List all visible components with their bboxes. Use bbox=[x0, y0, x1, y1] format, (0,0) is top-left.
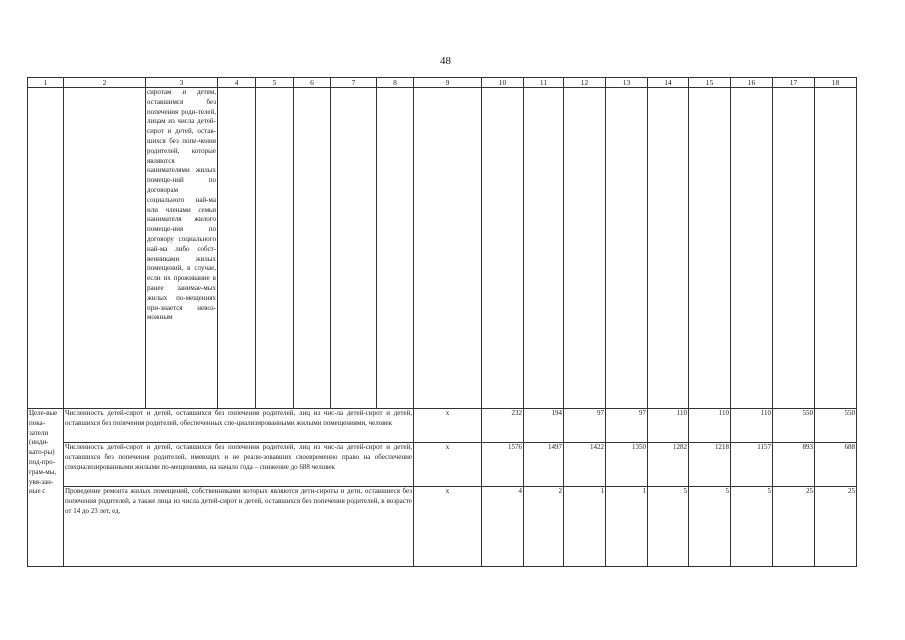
empty-cell bbox=[331, 88, 377, 409]
indicator-text: Проведение ремонта жилых помещений, собственниками которых являются дети-сироты и дети, оставшиеся без попечения родителей, а также лица из числа детей-сирот и детей, оставшихся без попечения родителей, в возрасте от 14 до 23 лет, ед. bbox=[64, 487, 414, 567]
empty-cell bbox=[482, 88, 524, 409]
indicator-value: 4 bbox=[482, 487, 524, 567]
column-header: 18 bbox=[815, 78, 857, 88]
column-number-row bbox=[28, 78, 857, 88]
column-header: 5 bbox=[256, 78, 294, 88]
empty-cell bbox=[689, 88, 731, 409]
column-header: 4 bbox=[218, 78, 256, 88]
indicator-value: 25 bbox=[773, 487, 815, 567]
empty-cell bbox=[414, 88, 482, 409]
indicator-value: 5 bbox=[731, 487, 773, 567]
empty-cell bbox=[218, 88, 256, 409]
indicator-row bbox=[28, 443, 857, 487]
empty-cell bbox=[606, 88, 648, 409]
indicator-col9: x bbox=[414, 443, 482, 487]
empty-cell bbox=[28, 88, 64, 409]
column-header: 9 bbox=[414, 78, 482, 88]
indicator-value: 1497 bbox=[524, 443, 564, 487]
indicator-value: 97 bbox=[564, 409, 606, 443]
column-header: 7 bbox=[331, 78, 377, 88]
empty-cell bbox=[773, 88, 815, 409]
indicator-value: 5 bbox=[648, 487, 689, 567]
indicator-value: 2 bbox=[524, 487, 564, 567]
indicator-value: 1 bbox=[564, 487, 606, 567]
indicator-value: 893 bbox=[773, 443, 815, 487]
column-header: 17 bbox=[773, 78, 815, 88]
indicator-value: 110 bbox=[648, 409, 689, 443]
indicator-value: 5 bbox=[689, 487, 731, 567]
column-header: 1 bbox=[28, 78, 64, 88]
indicator-value: 110 bbox=[689, 409, 731, 443]
indicator-value: 232 bbox=[482, 409, 524, 443]
indicator-value: 1157 bbox=[731, 443, 773, 487]
empty-cell bbox=[294, 88, 331, 409]
continuation-text: сиротам и детям, оставшимся без попечения роди-телей, лицам из числа детей-сирот и детей, остав-шихся без попе-чения родителей, которые являются нанимателями жилых помеще-ний по договорам социального най-ма или членами семьи нанимателя жилого помеще-ния по договору социального най-ма либо собст-венниками жилых помещений, в случае, если их проживание в ранее занимае-мых жилых по-мещениях при-знается невоз-можным bbox=[146, 88, 218, 409]
indicators-label: Целе-вые пока-затели (инди-като-ры) под-про-грам-мы, увя-зан-ные с bbox=[28, 409, 64, 567]
empty-cell bbox=[648, 88, 689, 409]
continuation-row bbox=[28, 88, 857, 409]
indicator-text: Численность детей-сирот и детей, оставшихся без попечения родителей, лиц из чис-ла детей-сирот и детей, оставшихся без попечения родителей, имеющих и не реали-зовавших своевременно право на обеспечение специализированными жилыми по-мещениями, на начало года – снижение до 688 человек bbox=[64, 443, 414, 487]
column-header: 2 bbox=[64, 78, 146, 88]
column-header: 11 bbox=[524, 78, 564, 88]
column-header: 8 bbox=[377, 78, 414, 88]
column-header: 3 bbox=[146, 78, 218, 88]
empty-cell bbox=[564, 88, 606, 409]
column-header: 12 bbox=[564, 78, 606, 88]
column-header: 15 bbox=[689, 78, 731, 88]
indicator-value: 194 bbox=[524, 409, 564, 443]
empty-cell bbox=[815, 88, 857, 409]
empty-cell bbox=[524, 88, 564, 409]
indicator-value: 1282 bbox=[648, 443, 689, 487]
indicator-row bbox=[28, 409, 857, 443]
empty-cell bbox=[64, 88, 146, 409]
empty-cell bbox=[256, 88, 294, 409]
indicator-value: 688 bbox=[815, 443, 857, 487]
indicator-col9: x bbox=[414, 487, 482, 567]
empty-cell bbox=[731, 88, 773, 409]
indicator-value: 1422 bbox=[564, 443, 606, 487]
indicator-value: 25 bbox=[815, 487, 857, 567]
indicator-row bbox=[28, 487, 857, 567]
column-header: 13 bbox=[606, 78, 648, 88]
indicator-value: 110 bbox=[731, 409, 773, 443]
indicator-text: Численность детей-сирот и детей, оставшихся без попечения родителей, лиц из чис-ла детей-сирот и детей, оставшихся без попечения родителей, обеспеченных спе-циализированными жилыми помещениями, человек bbox=[64, 409, 414, 443]
indicator-value: 1218 bbox=[689, 443, 731, 487]
indicator-col9: x bbox=[414, 409, 482, 443]
column-header: 10 bbox=[482, 78, 524, 88]
page-number: 48 bbox=[440, 55, 451, 67]
indicator-value: 550 bbox=[773, 409, 815, 443]
program-table bbox=[27, 77, 857, 567]
indicator-value: 97 bbox=[606, 409, 648, 443]
indicator-value: 1576 bbox=[482, 443, 524, 487]
indicator-value: 550 bbox=[815, 409, 857, 443]
indicator-value: 1350 bbox=[606, 443, 648, 487]
column-header: 16 bbox=[731, 78, 773, 88]
empty-cell bbox=[377, 88, 414, 409]
column-header: 6 bbox=[294, 78, 331, 88]
column-header: 14 bbox=[648, 78, 689, 88]
indicator-value: 1 bbox=[606, 487, 648, 567]
